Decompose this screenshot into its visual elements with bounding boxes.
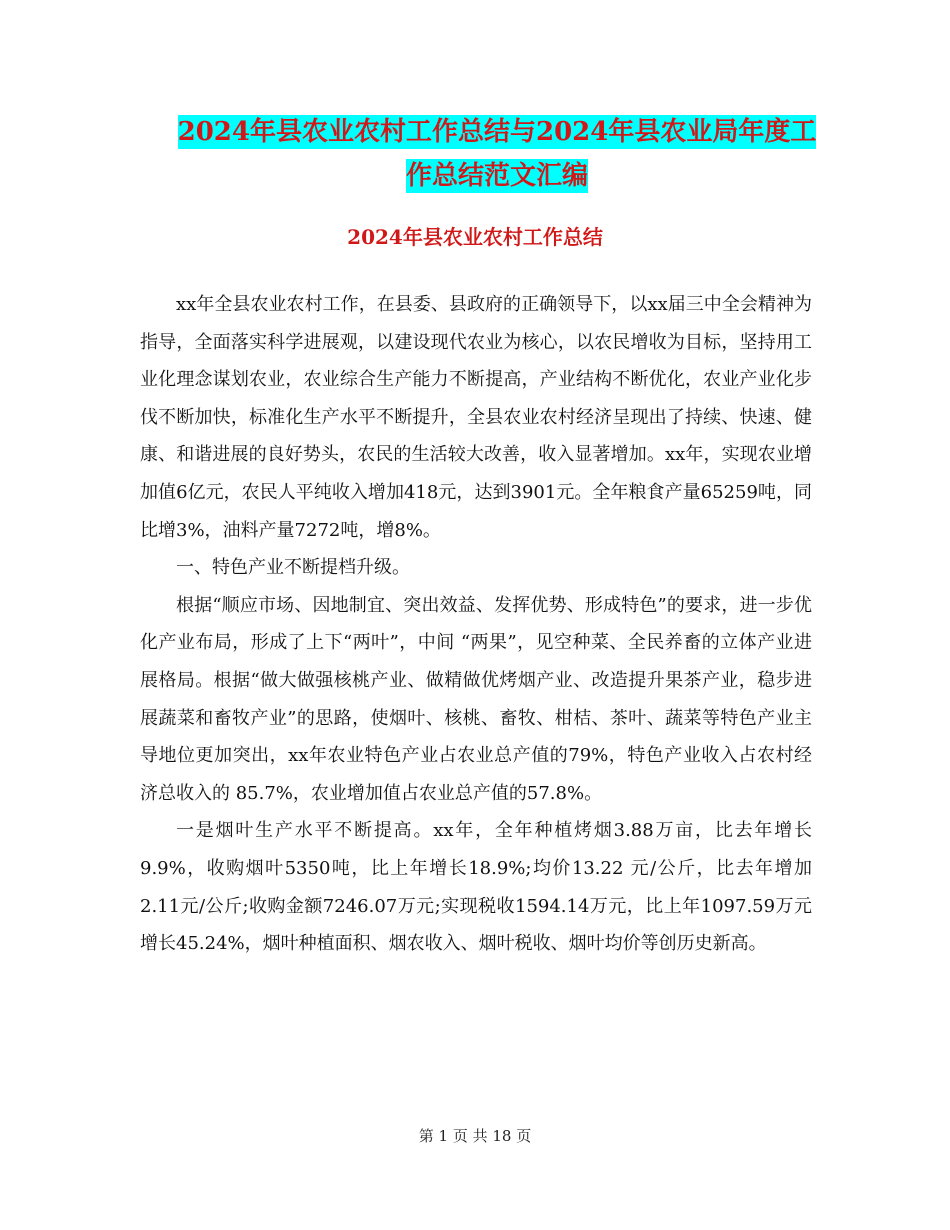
paragraph-industry: 根据“顺应市场、因地制宜、突出效益、发挥优势、形成特色”的要求，进一步优化产业布局，形成了上下“两叶”，中间 “两果”，见空种菜、全民养畜的立体产业进展格局。根据“做大做强核桃产业、做精做优烤烟产业、改造提升果茶产业，稳步进展蔬菜和畜牧产业”的思路，使烟叶、核桃、畜牧、柑桔、茶叶、蔬菜等特色产业主导地位更加突出，xx年农业特色产业占农业总产值的79%，特色产业收入占农村经济总收入的 85.7%，农业增加值占农业总产值的57.8%。 — [140, 594, 812, 804]
document-title-line-2: 作总结范文汇编 — [405, 161, 588, 191]
paragraph-intro: xx年全县农业农村工作，在县委、县政府的正确领导下，以xx届三中全会精神为指导，全面落实科学进展观，以建设现代农业为核心，以农民增收为目标，坚持用工业化理念谋划农业，农业综合生产能力不断提高，产业结构不断优化，农业产业化步伐不断加快，标准化生产水平不断提升，全县农业农村经济呈现出了持续、快速、健康、和谐进展的良好势头，农民的生活较大改善，收入显著增加。xx年，实现农业增加值6亿元，农民人平纯收入增加418元，达到3901元。全年粮食产量65259吨，同比增3%，油料产量7272吨，增8%。 — [140, 294, 812, 541]
paragraph-heading-1: 一、特色产业不断提档升级。 — [176, 557, 410, 579]
page-footer: 第 1 页 共 18 页 — [418, 1127, 532, 1145]
document-body — [140, 286, 812, 963]
section-title: 2024年县农业农村工作总结 — [347, 225, 603, 249]
document-title — [140, 110, 854, 198]
document-title-line-1: 2024年县农业农村工作总结与2024年县农业局年度工 — [177, 117, 817, 147]
paragraph-tobacco: 一是烟叶生产水平不断提高。xx年，全年种植烤烟3.88万亩，比去年增长9.9%，收购烟叶5350吨，比上年增长18.9%;均价13.22 元/公斤，比去年增加2.11元/公斤;收购金额7246.07万元;实现税收1594.14万元，比上年1097.59万元增长45.24%，烟叶种植面积、烟农收入、烟叶税收、烟叶均价等创历史新高。 — [140, 820, 812, 955]
